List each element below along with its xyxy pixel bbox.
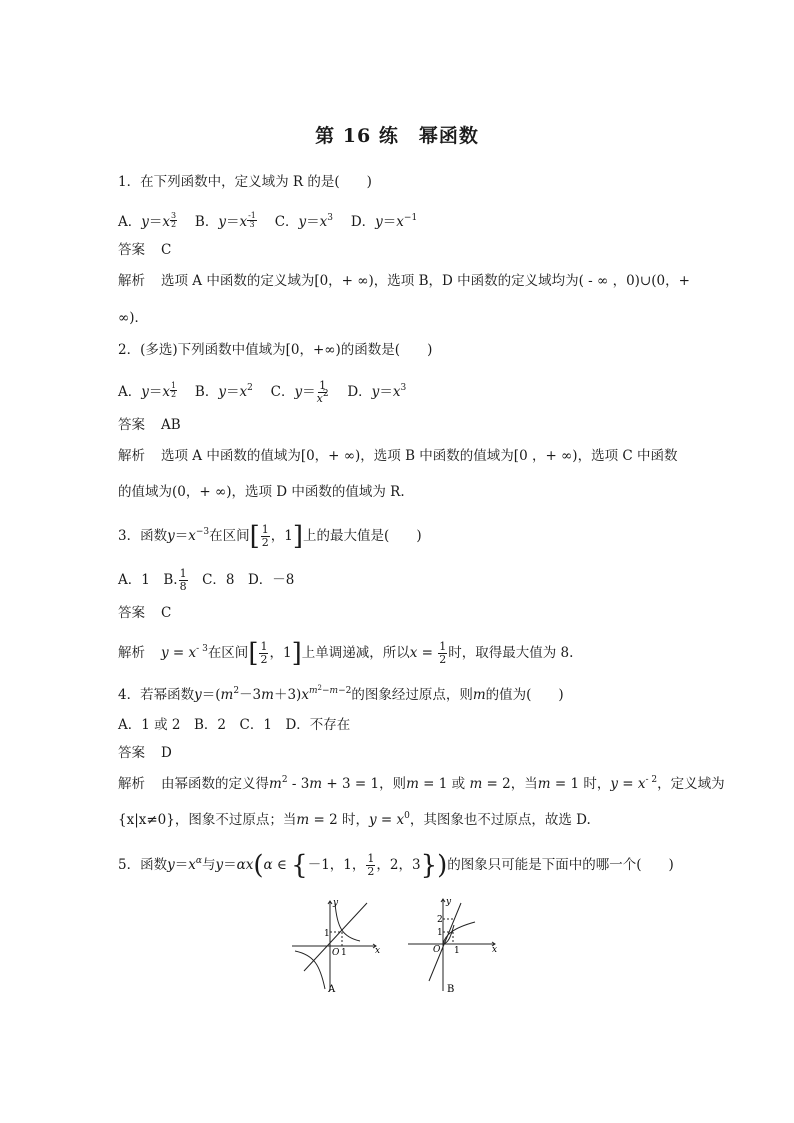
q5-stem: 5．函数$y=x^\alpha$与y＝αx(α ∈ {－1，1， $\frac{1}{2}$ ，2，3})的图象只可能是下面中的哪一个( ) bbox=[118, 850, 674, 881]
q1-answer: 答案 C bbox=[118, 242, 172, 258]
q2-answer: 答案 AB bbox=[118, 417, 181, 433]
q4-answer: 答案 D bbox=[118, 745, 172, 761]
graph-a-one-x: 1 bbox=[341, 948, 347, 958]
graph-a-y-label: y bbox=[333, 898, 339, 908]
q2-analysis-cont: 的值域为(0，+ ∞)，选项 D 中函数的值域为 R. bbox=[118, 484, 405, 500]
q1-options: A．y＝x $\frac{3}{2}$ B．y＝x $\frac{-1}{3}$ C．$y=x^3$ D．$y=x^{-1}$ bbox=[118, 211, 418, 230]
graph-a bbox=[290, 895, 380, 995]
page-title: 第 16 练 幂函数 bbox=[315, 125, 479, 147]
q4-analysis-cont: {x|x≠0}，图象不过原点；当m = 2 时，$y = x^0$，其图象也不过原点，故选 D. bbox=[118, 811, 591, 828]
q4-stem: 4．若幂函数$y=(m^2-3m+3)x^{m^2-m-2}$的图象经过原点，则m的值为( ) bbox=[118, 684, 564, 703]
q3-options: A．1 B. $\frac{1}{8}$ C．8 D．－8 bbox=[118, 567, 295, 593]
q1-analysis-cont: ∞)． bbox=[118, 310, 149, 326]
graph-a-x-label: x bbox=[375, 946, 380, 956]
graph-a-origin: O bbox=[332, 948, 340, 958]
graph-a-one-y: 1 bbox=[324, 929, 330, 939]
q1-analysis: 解析 选项 A 中函数的定义域为[0，+ ∞)，选项 B，D 中函数的定义域均为( - ∞ ，0)∪(0，+ bbox=[118, 273, 690, 289]
graph-b-one-x: 1 bbox=[454, 946, 460, 956]
graph-b-two-y: 2 bbox=[437, 915, 443, 925]
graph-b-one-y: 1 bbox=[437, 928, 443, 938]
q3-stem: 3．函数$y=x^{-3}$在区间[ $\frac{1}{2}$ ，1]上的最大值是( ) bbox=[118, 521, 422, 552]
q4-options: A．1 或 2 B．2 C．1 D．不存在 bbox=[118, 717, 351, 733]
q3-analysis: 解析 $y = x^{- 3}$在区间[ $\frac{1}{2}$ ，1]上单调递减，所以x = $\frac{1}{2}$ 时，取得最大值为 8. bbox=[118, 638, 574, 669]
q1-stem: 1．在下列函数中，定义域为 R 的是( ) bbox=[118, 174, 372, 190]
q4-analysis: 解析 由幂函数的定义得$m^2 - 3m + 3 = 1$，则m = 1 或 m = 2，当m = 1 时，$y = x^{- 2}$，定义域为 bbox=[118, 775, 725, 792]
graph-b-caption: B bbox=[447, 984, 455, 995]
q2-options: A．y＝x $\frac{1}{2}$ B．$y=x^2$ C．y＝ $\frac{1}{x^2}$ D．$y=x^3$ bbox=[118, 379, 407, 405]
graph-b bbox=[405, 895, 500, 995]
q2-stem: 2．(多选)下列函数中值域为[0，+∞)的函数是( ) bbox=[118, 342, 433, 358]
graph-b-y-label: y bbox=[446, 897, 452, 907]
graph-b-origin: O bbox=[433, 945, 441, 955]
graph-a-caption: A bbox=[328, 984, 336, 995]
graph-b-x-label: x bbox=[492, 945, 498, 955]
q2-analysis: 解析 选项 A 中函数的值域为[0，+ ∞)，选项 B 中函数的值域为[0 ，+ ∞)，选项 C 中函数 bbox=[118, 448, 678, 464]
q3-answer: 答案 C bbox=[118, 605, 172, 621]
